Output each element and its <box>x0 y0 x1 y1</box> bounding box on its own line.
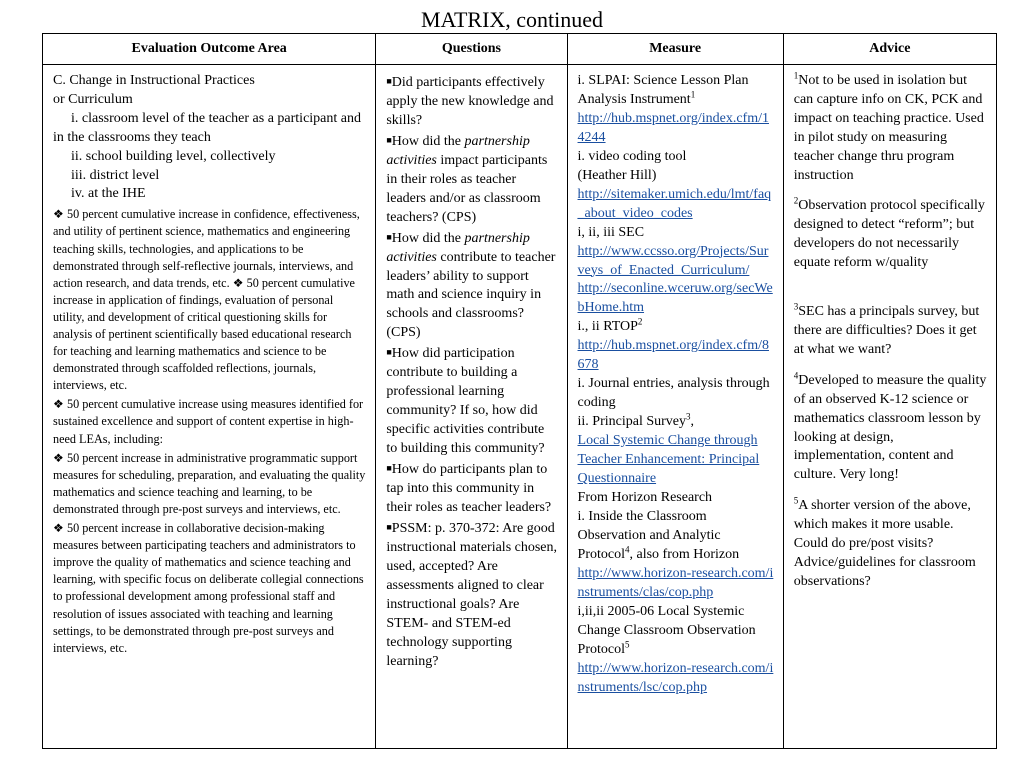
measure-inside-classroom-link[interactable]: http://www.horizon-research.com/instruments/clas/cop.php <box>577 565 774 600</box>
square-bullet-icon: ■ <box>386 521 392 532</box>
header-measure: Measure <box>567 34 783 65</box>
advice-note-1: $^1$Not to be used in isolation but can capture info on CK, PCK and impact on teaching practice. Used in pilot study on measuring teacher change thru program instruction <box>793 70 984 183</box>
question-1: ■Did participants effectively apply the new knowledge and skills? <box>386 75 554 128</box>
square-bullet-icon: ■ <box>386 231 392 242</box>
square-bullet-icon: ■ <box>386 76 392 86</box>
area-bullet-paragraph-3: ❖ 50 percent increase in administrative programmatic support measures for scheduling, preparation, and evaluating the quality mathematics and science teaching and learning, to be demonstrated through pre-post surveys and interviews, etc. <box>53 450 366 516</box>
measure-horizon-source: From Horizon Research <box>577 489 713 505</box>
advice-note-3: $^3$SEC has a principals survey, but there are difficulties? Does it get at what we want? <box>793 301 980 357</box>
area-heading-line1: C. Change in Instructional Practices <box>53 73 255 88</box>
measure-slpai-link[interactable]: http://hub.mspnet.org/index.cfm/14244 <box>577 110 769 145</box>
area-level-4: iv. at the IHE <box>71 186 146 202</box>
measure-principal-questionnaire-link[interactable]: Local Systemic Change through Teacher Enhancement: Principal Questionnaire <box>577 433 760 487</box>
question-5: ■How do participants plan to tap into this community in their roles as teacher leaders? <box>386 462 552 515</box>
questions-cell <box>376 65 567 749</box>
diamond-bullet-icon: ❖ <box>53 397 64 412</box>
measure-principal-survey: ii. Principal Survey$^3$, <box>577 411 695 430</box>
area-level-1: i. classroom level of the teacher as a participant and in the classrooms they teach <box>53 110 361 145</box>
advice-note-5: $^5$A shorter version of the above, which makes it more usable. Could do pre/post visits? Advice/guidelines for classroom observations? <box>793 495 976 589</box>
header-questions: Questions <box>376 34 567 65</box>
diamond-bullet-icon: ❖ <box>53 450 64 465</box>
question-6: ■PSSM: p. 370-372: Are good instructional materials chosen, used, accepted? Are assessments aligned to clear instructional goals? Are STEM- and STEM-ed technology supporting learning? <box>386 520 558 669</box>
area-level-2: ii. school building level, collectively <box>71 148 276 164</box>
square-bullet-icon: ■ <box>386 463 392 474</box>
header-evaluation-outcome-area: Evaluation Outcome Area <box>43 34 376 65</box>
measure-slpai: i. SLPAI: Science Lesson Plan Analysis Instrument$^1$ <box>577 73 749 107</box>
measure-rtop-link[interactable]: http://hub.mspnet.org/index.cfm/8678 <box>577 338 769 373</box>
measure-inside-classroom: i. Inside the Classroom Observation and Analytic Protocol$^4$, also from Horizon <box>577 508 740 562</box>
advice-note-4: $^4$Developed to measure the quality of an observed K-12 science or mathematics classroom lesson by looking at design, implementation, content and culture. Very long! <box>793 370 987 483</box>
square-bullet-icon: ■ <box>386 347 392 358</box>
measure-lsc-protocol: i,ii,ii 2005-06 Local Systemic Change Classroom Observation Protocol$^5$ <box>577 603 756 657</box>
question-3: ■How did the partnership activities contribute to teacher leaders’ ability to support math and science inquiry in schools and classrooms? (CPS) <box>386 230 556 341</box>
measure-lsc-protocol-link[interactable]: http://www.horizon-research.com/instruments/lsc/cop.php <box>577 660 774 695</box>
area-bullet-paragraph-2: ❖ 50 percent cumulative increase using measures identified for sustained excellence and support of content expertise in high-need LEAs, including: <box>53 397 364 446</box>
area-level-3: iii. district level <box>71 167 160 183</box>
square-bullet-icon: ■ <box>386 134 392 145</box>
advice-note-2: $^2$Observation protocol specifically designed to detect “reform”; but developers do not necessarily equate reform w/quality <box>793 195 985 271</box>
measure-journal-entries: i. Journal entries, analysis through coding <box>577 376 770 411</box>
header-row <box>43 34 997 65</box>
measure-cell <box>567 65 783 749</box>
measure-rtop: i., ii RTOP$^2$ <box>577 316 643 335</box>
diamond-bullet-icon: ❖ <box>232 275 244 290</box>
header-advice: Advice <box>783 34 996 65</box>
content-row <box>43 65 997 749</box>
area-heading-line2: or Curriculum <box>53 91 133 107</box>
advice-cell <box>783 65 996 749</box>
diamond-bullet-icon: ❖ <box>53 207 64 222</box>
measure-video-coding-author: (Heather Hill) <box>577 167 657 183</box>
page-title: MATRIX, continued <box>420 7 604 32</box>
area-bullet-paragraph-4: ❖ 50 percent increase in collaborative decision-making measures between participating teachers and administrators to improve the quality of mathematics and science teaching and learning, with specific focus on deliberate collegial connections to professional development among professional staff and resolution of issues associated with teaching and learning settings, to be demonstrated through pre-post surveys and interviews, etc. <box>53 521 364 655</box>
measure-sec: i, ii, iii SEC <box>577 224 645 240</box>
question-4: ■How did participation contribute to building a professional learning community? If so, how did specific activities contribute to building this community? <box>386 346 545 457</box>
diamond-bullet-icon: ❖ <box>53 521 64 536</box>
measure-sec-link-2[interactable]: http://seconline.wceruw.org/secWebHome.htm <box>577 281 773 316</box>
measure-sec-link-1[interactable]: http://www.ccsso.org/Projects/Surveys_of_Enacted_Curriculum/ <box>577 243 769 278</box>
measure-video-coding: i. video coding tool <box>577 148 687 164</box>
matrix-table <box>42 33 997 749</box>
measure-video-coding-link[interactable]: http://sitemaker.umich.edu/lmt/faq_about_video_codes <box>577 186 772 221</box>
area-cell <box>43 65 376 749</box>
question-2: ■How did the partnership activities impact participants in their roles as teacher leaders and/or as classroom teachers? (CPS) <box>386 133 548 225</box>
area-bullet-paragraph-1: ❖ 50 percent cumulative increase in confidence, effectiveness, and utility of pertinent science, mathematics and engineering teaching skills, technologies, and applications to be demonstrated through self-reflective journals, interviews, and action research, and data trends, etc. ❖ 50 percent cumulative increase in application of findings, evaluation of personal utility, and development of critical questioning skills for analysis of pertinent scientifically based educational research for teaching and learning mathematics and science to be demonstrated through scaffolded reflections, journals, interviews, etc. <box>53 207 360 393</box>
